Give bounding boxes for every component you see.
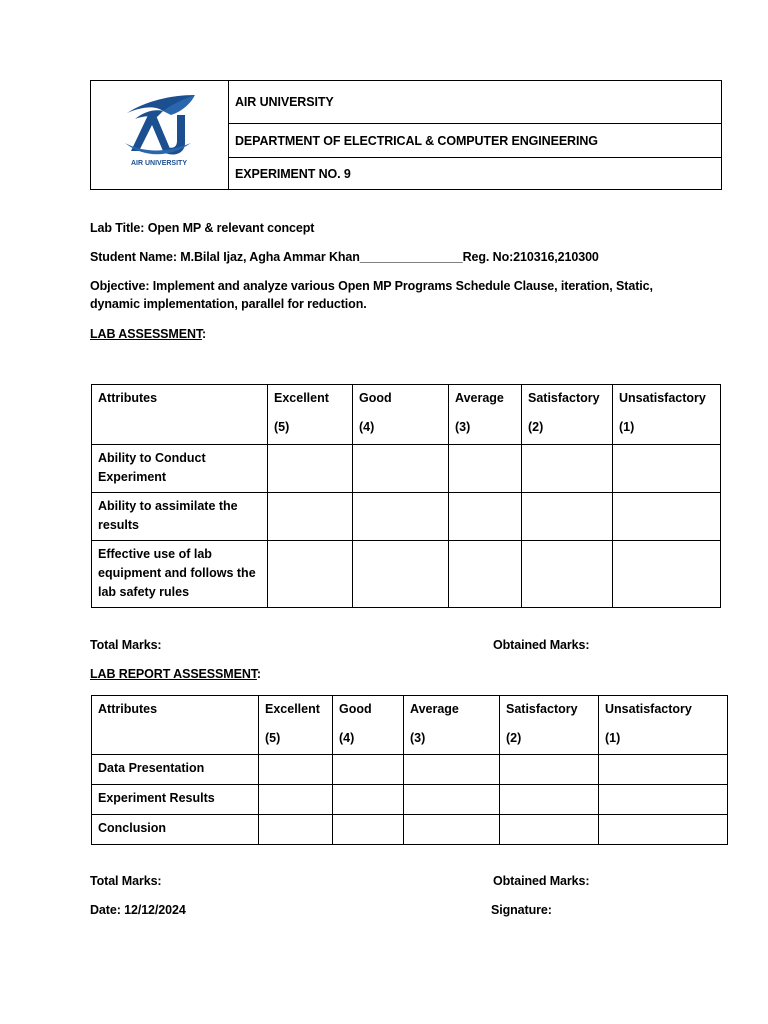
table-row [92,541,721,608]
lab-report-heading [90,667,261,681]
row-attribute: Effective use of lab equipment and follows the lab safety rules [92,541,268,608]
table-row [92,755,728,785]
row-attribute: Ability to Conduct Experiment [92,445,268,493]
date-label: Date: 12/12/2024 [90,903,186,917]
score-cell[interactable] [613,541,721,608]
score-cell[interactable] [599,755,728,785]
objective-line-2: dynamic implementation, parallel for reduction. [90,297,367,311]
table-header-row [92,385,721,445]
col-header: Satisfactory (2) [500,696,599,755]
header-box [90,80,722,190]
col-header: Attributes [92,385,268,445]
score-cell[interactable] [404,815,500,845]
col-header: Good (4) [333,696,404,755]
score-cell[interactable] [333,755,404,785]
report-obtained-marks-label: Obtained Marks: [493,874,590,888]
score-cell[interactable] [404,785,500,815]
row-attribute: Conclusion [92,815,259,845]
col-header: Satisfactory (2) [522,385,613,445]
lab-assessment-heading-text: LAB ASSESSMENT [90,327,203,341]
score-cell[interactable] [404,755,500,785]
table-row [92,815,728,845]
lab-report-table [91,695,728,845]
university-name: AIR UNIVERSITY [229,81,721,124]
col-header: Excellent (5) [259,696,333,755]
air-university-logo [91,81,229,189]
signature-label: Signature: [491,903,552,917]
score-cell[interactable] [268,541,353,608]
obtained-marks-label: Obtained Marks: [493,638,590,652]
score-cell[interactable] [268,493,353,541]
score-cell[interactable] [599,785,728,815]
score-cell[interactable] [613,493,721,541]
lab-title: Lab Title: Open MP & relevant concept [90,221,315,235]
lab-assessment-heading [90,327,206,341]
score-cell[interactable] [353,541,449,608]
score-cell[interactable] [449,445,522,493]
score-cell[interactable] [333,785,404,815]
table-row [92,493,721,541]
lab-report-heading-colon: : [256,667,261,681]
col-header: Average (3) [449,385,522,445]
department-name: DEPARTMENT OF ELECTRICAL & COMPUTER ENGINEERING [229,124,721,158]
score-cell[interactable] [259,785,333,815]
svg-text:AIR UNIVERSITY: AIR UNIVERSITY [130,160,188,167]
score-cell[interactable] [522,541,613,608]
score-cell[interactable] [500,815,599,845]
score-cell[interactable] [613,445,721,493]
score-cell[interactable] [522,445,613,493]
col-header: Average (3) [404,696,500,755]
lab-report-heading-text: LAB REPORT ASSESSMENT [90,667,257,681]
score-cell[interactable] [500,785,599,815]
col-header: Attributes [92,696,259,755]
score-cell[interactable] [599,815,728,845]
lab-assessment-heading-colon: : [202,327,207,341]
score-cell[interactable] [353,445,449,493]
table-row [92,785,728,815]
report-total-marks-label: Total Marks: [90,874,162,888]
score-cell[interactable] [449,493,522,541]
table-header-row [92,696,728,755]
col-header: Good (4) [353,385,449,445]
experiment-number: EXPERIMENT NO. 9 [235,166,351,181]
col-header: Unsatisfactory (1) [599,696,728,755]
row-attribute: Ability to assimilate the results [92,493,268,541]
objective-line-1: Objective: Implement and analyze various Open MP Programs Schedule Clause, iteration, Static, [90,279,653,293]
row-attribute: Data Presentation [92,755,259,785]
lab-assessment-table [91,384,721,608]
logo-cell [91,81,229,189]
score-cell[interactable] [259,755,333,785]
score-cell[interactable] [268,445,353,493]
student-line: Student Name: M.Bilal Ijaz, Agha Ammar Khan_______________Reg. No:210316,210300 [90,250,599,264]
col-header: Excellent (5) [268,385,353,445]
score-cell[interactable] [353,493,449,541]
score-cell[interactable] [259,815,333,845]
row-attribute: Experiment Results [92,785,259,815]
total-marks-label: Total Marks: [90,638,162,652]
score-cell[interactable] [500,755,599,785]
score-cell[interactable] [333,815,404,845]
table-row [92,445,721,493]
col-header: Unsatisfactory (1) [613,385,721,445]
score-cell[interactable] [522,493,613,541]
score-cell[interactable] [449,541,522,608]
